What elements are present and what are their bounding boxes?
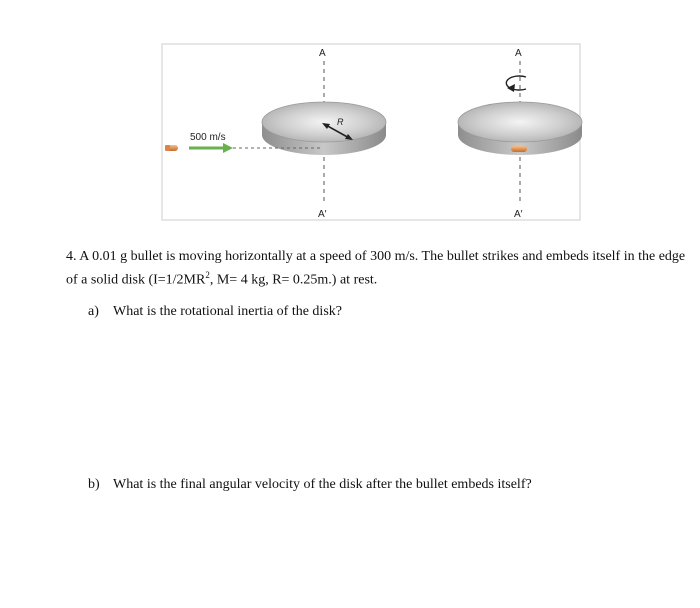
disk-left bbox=[262, 102, 386, 155]
velocity-arrow-icon bbox=[189, 143, 233, 153]
question-b-text: What is the final angular velocity of the disk after the bullet embeds itself? bbox=[113, 477, 532, 492]
radius-label: R bbox=[337, 117, 344, 127]
rotation-arrow-icon bbox=[506, 76, 526, 92]
axis-label-bottom-left: A′ bbox=[318, 209, 327, 220]
problem-statement bbox=[66, 247, 686, 290]
problem-text-tail: , M= 4 kg, R= 0.25m.) at rest. bbox=[209, 272, 378, 288]
axis-label-top-right: A bbox=[515, 48, 522, 59]
disk-figure bbox=[161, 43, 581, 221]
question-b bbox=[88, 477, 532, 493]
disk-diagram bbox=[163, 45, 583, 223]
question-a-label: a) bbox=[88, 304, 99, 319]
problem-text: A 0.01 g bullet is moving horizontally at a speed of 300 m/s. The bullet strikes and embeds itself in the edge of a solid disk (I=1/2MR bbox=[66, 249, 686, 288]
superscript: 2 bbox=[205, 270, 210, 280]
embedded-bullet-icon bbox=[511, 146, 527, 152]
bullet-icon bbox=[165, 145, 178, 151]
problem-number: 4. bbox=[66, 249, 77, 264]
speed-label: 500 m/s bbox=[190, 132, 226, 143]
axis-label-top-left: A bbox=[319, 48, 326, 59]
question-a bbox=[88, 304, 342, 320]
question-a-text: What is the rotational inertia of the disk? bbox=[113, 304, 342, 319]
axis-label-bottom-right: A′ bbox=[514, 209, 523, 220]
question-b-label: b) bbox=[88, 477, 100, 492]
